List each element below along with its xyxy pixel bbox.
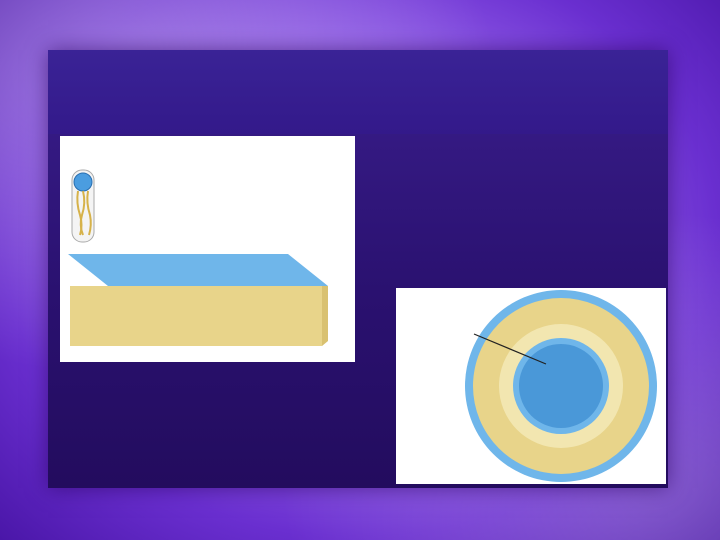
bilayer-slab [68, 254, 328, 346]
liposome-figure [396, 288, 666, 484]
bullet-bilayers-vesicles [52, 397, 392, 424]
liposome-sphere [465, 290, 657, 482]
bilayer-figure [60, 136, 355, 362]
title-band [48, 50, 668, 134]
bilayer-illustration [60, 136, 355, 362]
liposome-illustration [396, 288, 666, 484]
bullet-double-tailed [378, 160, 658, 187]
lipid-cylinder-icon [72, 170, 94, 242]
